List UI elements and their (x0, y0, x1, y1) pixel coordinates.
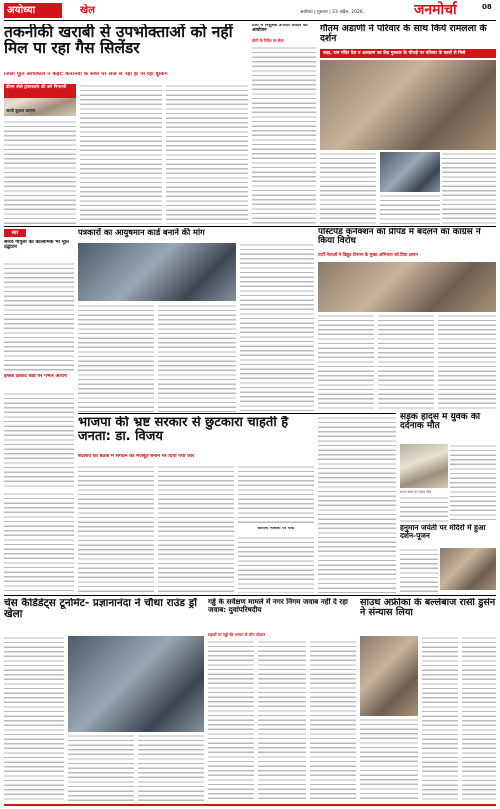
hanuman-headline: हनुमान जयंती पर मंदिरों में हुआ दर्शन-पूजन (400, 524, 486, 540)
poster-headline: पोस्टपेड कनेक्शन को प्रीपेड में बदलने का कांग्रेस ने किया विरोध (318, 228, 481, 247)
chess-headline: चेस कैंडिडेट्स टूर्नामेंट- प्रज्ञानानंदा ने चौथा राउंड ड्रॉ खेला (4, 598, 197, 621)
gas-deck: जिला पूर्ति अधिकारी ने कहा: कंपनियों के सर्वर पर लोड से नहीं हो पा रही बुकिंग (4, 72, 168, 77)
press-headline: पत्रकारों का आयुषमान कार्ड बनाने की मांग (78, 228, 205, 237)
city-tag: अयोध्या (4, 3, 62, 18)
chess-column-3 (138, 734, 204, 802)
row-rule-2 (78, 413, 396, 414)
accident-headline: सड़क हादसे में युवक की दर्दनाक मौत (400, 413, 481, 432)
poster-photo (318, 262, 496, 312)
press-column-2 (158, 304, 236, 412)
side-top-column (252, 46, 316, 224)
gas-column-1 (4, 120, 76, 224)
saurav-headline: सौरव गांगुली की कोलीमिक भी मूर्ति उद्घाटन (4, 240, 69, 251)
side-top-headline: तीर्थ में निशुल्क उपचार शिविर का आयोजन (252, 24, 308, 33)
press-photo (78, 243, 236, 301)
saurav-column-2 (4, 392, 74, 490)
duissen-column-2 (422, 636, 458, 802)
accident-photo (400, 444, 448, 488)
adani-photo-large (320, 60, 496, 150)
bjp-column-4 (238, 536, 314, 593)
saurav-tag: सार (4, 229, 26, 237)
page-number: 08 (482, 4, 492, 11)
bjp-column-2 (158, 465, 234, 593)
accident-column-1 (450, 444, 496, 522)
poster-column-3 (438, 314, 496, 410)
left-column-lower (4, 492, 74, 593)
bjp-side-column (318, 416, 396, 593)
accident-caption: घटना स्थल पर एकत्र भीड़ (400, 490, 432, 494)
row-rule-3 (4, 595, 496, 596)
chess-photo (68, 636, 204, 732)
poster-column-2 (378, 314, 434, 410)
date-line: अयोध्या | गुरुवार | 23 अप्रैल, 2026 (300, 10, 363, 15)
gas-column-3 (166, 84, 248, 224)
duissen-column-3 (462, 636, 496, 802)
footer-rule (4, 804, 496, 806)
bjp-column-1 (78, 465, 154, 593)
council-headline: गड्ढे के सर्वेक्षण मामले में नगर निगम जवाब नहीं दे रहा जवाब: युवांपरिषदीय (208, 598, 348, 614)
gas-headline: तकनीकी खराबी से उपभोक्ताओं को नहीं मिल पा रहा गैस सिलेंडर (4, 24, 233, 58)
duissen-headline: साउथ अफ्रीका के बल्लेबाज रासी डुसेन ने संन्यास लिया (360, 598, 496, 619)
chess-column-2 (68, 734, 134, 802)
adani-column-1 (320, 152, 376, 224)
brand-logo: जनमोर्चा (414, 2, 457, 18)
gas-inset-title: डीएम बोले ट्रांसफार्मर की करें निगरानी (4, 84, 76, 98)
poster-column-1 (318, 314, 374, 410)
council-column-1 (208, 640, 254, 802)
council-column-3 (310, 640, 356, 802)
poster-sub: पार्टी नेताओं ने विद्युत विभाग के मुख्य अभियंता को दिया ज्ञापन (318, 253, 418, 258)
bjp-inline-head: कोरोना मामलों पर चर्चा (257, 527, 295, 531)
saurav-sub: इंग्लैंड क्रिकेट बोर्ड पर गंभीर आरोप (4, 374, 67, 379)
council-sub: सड़कों पर गड्ढों की भरमार से लोग परेशान (208, 632, 266, 637)
gas-inset-sub: जल्दी सुधारा जाएगा (6, 108, 36, 113)
hanuman-column-1 (400, 548, 438, 593)
adani-column-3 (442, 152, 496, 224)
bjp-headline: भाजपा की भ्रष्ट सरकार से छुटकारा चाहती है जनता: डा. विजय (78, 416, 289, 444)
bjp-sub: बदलाव की बैठक में संगठन को मजबूत बनाने पर दिया गया जोर (78, 454, 195, 459)
section-label: खेल (80, 5, 95, 16)
council-column-2 (258, 640, 306, 802)
gas-column-2 (80, 84, 162, 224)
bjp-column-3 (238, 465, 314, 525)
masthead (0, 0, 500, 22)
side-top-sub: योगी के निर्देश पर सेवा (252, 38, 284, 43)
adani-deck: कहा, राम मंदिर देश व अध्यात्म का केंद्र गुरुवार के चौराहे पर परिवार के छात्रों से मिले (320, 49, 496, 58)
press-column-1 (78, 304, 154, 412)
duissen-column-1 (360, 718, 418, 802)
chess-column-1 (4, 636, 64, 802)
masthead-rule (4, 20, 496, 21)
adani-photo-small (380, 152, 440, 192)
accident-column-2 (400, 496, 448, 522)
press-column-3 (240, 243, 314, 412)
gas-inset-box (4, 84, 76, 118)
adani-column-2 (380, 194, 440, 224)
adani-headline: गौतम अडाणी ने परिवार के साथ किये रामलला के दर्शन (320, 24, 487, 44)
row-rule-1 (4, 226, 496, 227)
hanuman-photo (440, 548, 496, 590)
saurav-column (4, 262, 74, 372)
duissen-photo (360, 636, 418, 716)
